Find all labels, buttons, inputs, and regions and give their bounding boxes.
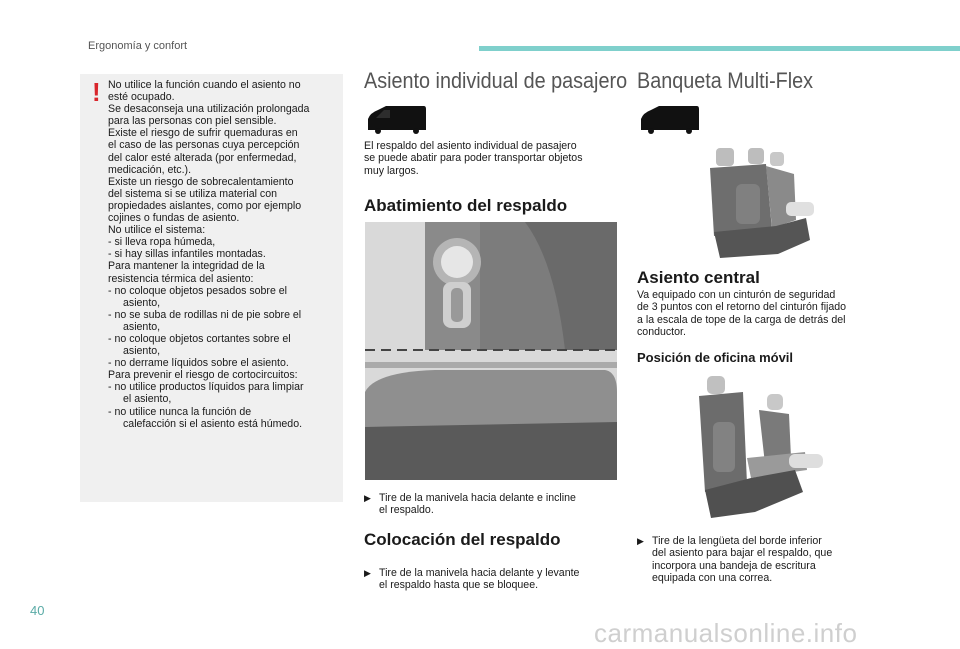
seat-backrest-illustration	[365, 222, 617, 480]
heading-asiento-individual: Asiento individual de pasajero	[364, 68, 628, 93]
warning-line: No utilice el sistema:	[108, 224, 206, 237]
warning-line: medicación, etc.).	[108, 163, 192, 176]
warning-line: - no se suba de rodillas ni de pie sobre el	[108, 308, 302, 321]
warning-line: - no coloque objetos pesados sobre el	[108, 284, 288, 297]
warning-line: Existe un riesgo de sobrecalentamiento	[108, 175, 294, 188]
warning-line: - no utilice nunca la función de	[108, 405, 252, 418]
bullet-icon: ▶	[637, 536, 644, 546]
warning-line: el caso de las personas cuya percepción	[108, 139, 300, 152]
warning-line: - si lleva ropa húmeda,	[108, 236, 216, 249]
bullet-icon: ▶	[364, 568, 371, 578]
van-icon	[637, 104, 701, 139]
warning-line: asiento,	[123, 345, 161, 358]
office-seat-illustration	[685, 374, 835, 531]
warning-line: Existe el riesgo de sufrir quemaduras en	[108, 127, 298, 140]
heading-banqueta: Banqueta Multi-Flex	[637, 68, 814, 93]
warning-line: asiento,	[123, 320, 161, 333]
warning-line: del calor esté alterada (por enfermedad,	[108, 151, 297, 164]
section-label: Ergonomía y confort	[88, 40, 188, 52]
warning-line: del sistema si se utiliza material con	[108, 187, 277, 200]
intro-text: El respaldo del asiento individual de pasajero se puede abatir para poder transportar objetos muy largos.	[364, 140, 583, 177]
warning-line: para las personas con piel sensible.	[108, 115, 277, 128]
warning-line: resistencia térmica del asiento:	[108, 272, 254, 285]
page-number: 40	[30, 603, 45, 618]
van-icon	[364, 104, 428, 139]
bullet-icon: ▶	[364, 493, 371, 503]
warning-line: - si hay sillas infantiles montadas.	[108, 248, 266, 261]
warning-line: Para mantener la integridad de la	[108, 260, 265, 273]
warning-line: - no coloque objetos cortantes sobre el	[108, 332, 291, 345]
header-accent-bar	[479, 46, 960, 51]
warning-line: calefacción si el asiento está húmedo.	[123, 417, 303, 430]
warning-line: Para prevenir el riesgo de cortocircuitos:	[108, 369, 298, 382]
heading-asiento-central: Asiento central	[637, 268, 760, 287]
warning-line: cojines o fundas de asiento.	[108, 212, 240, 225]
warning-text	[108, 79, 338, 430]
warning-line: propiedades aislantes, como por ejemplo	[108, 199, 302, 212]
asiento-central-text: Va equipado con un cinturón de seguridad de 3 puntos con el retorno del cinturón fijado a la escala de tope de la carga de detrás del conductor.	[637, 289, 847, 338]
heading-oficina-movil: Posición de oficina móvil	[637, 350, 794, 365]
warning-line: asiento,	[123, 296, 161, 309]
warning-line: el asiento,	[123, 393, 172, 406]
warning-line: - no utilice productos líquidos para limpiar	[108, 381, 304, 394]
warning-line: Se desaconseja una utilización prolongada	[108, 103, 310, 116]
heading-abatimiento: Abatimiento del respaldo	[364, 196, 568, 215]
watermark: carmanualsonline.info	[594, 618, 858, 648]
warning-line: No utilice la función cuando el asiento no	[108, 79, 301, 91]
step-abatimiento: ▶ Tire de la manivela hacia delante e incline el respaldo.	[364, 492, 576, 517]
warning-line: - no derrame líquidos sobre el asiento.	[108, 357, 289, 370]
step-oficina-movil: ▶ Tire de la lengüeta del borde inferior del asiento para bajar el respaldo, que incorpora una bandeja de escritura equipada con una correa.	[637, 535, 833, 584]
warning-line: esté ocupado.	[108, 91, 175, 104]
step-colocacion: ▶ Tire de la manivela hacia delante y levante el respaldo hasta que se bloquee.	[364, 567, 580, 592]
bench-seat-illustration	[706, 144, 826, 267]
heading-colocacion: Colocación del respaldo	[364, 530, 561, 549]
warning-exclamation-icon: !	[92, 77, 101, 107]
